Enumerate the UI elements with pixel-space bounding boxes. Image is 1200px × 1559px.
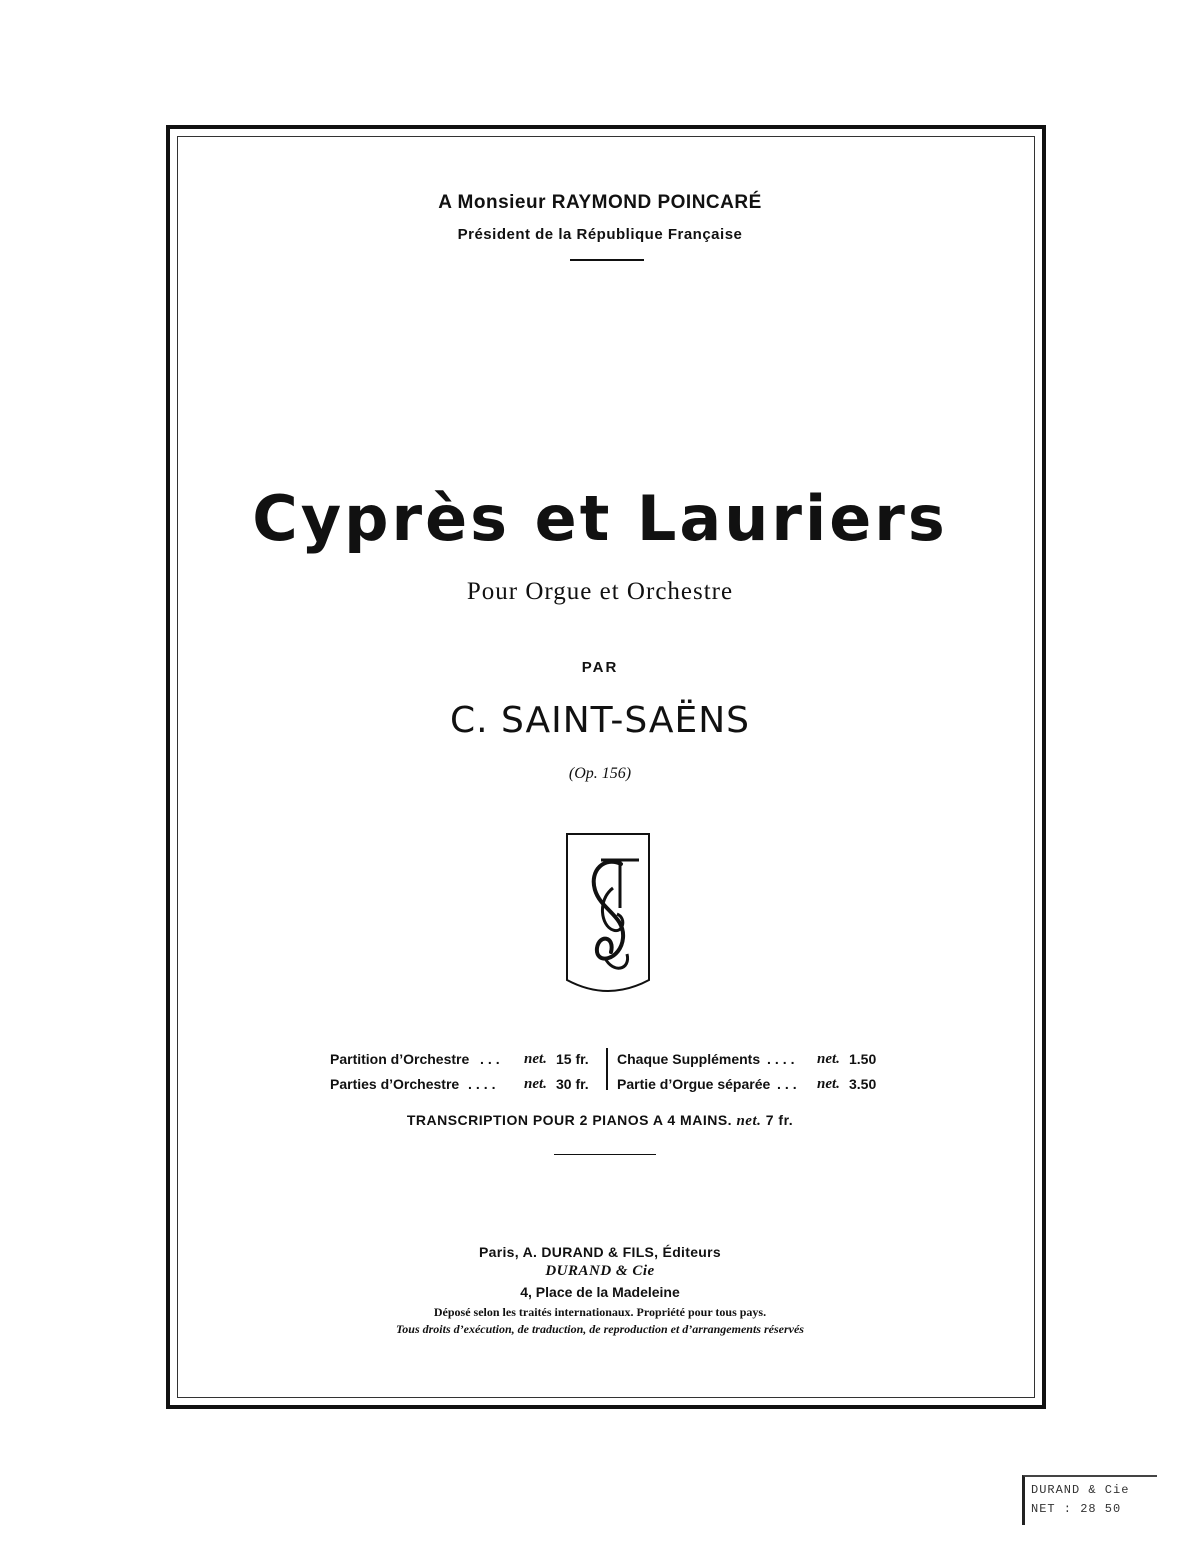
price-label: Partition d’Orchestre [330,1051,470,1067]
price-row-supplements [617,1051,887,1069]
publisher-address: 4, Place de la Madeleine [520,1284,680,1300]
stamp-publisher: DURAND & Cie [1031,1483,1130,1497]
cs-monogram-emblem-icon [561,830,655,998]
transcription-price: 7 fr. [765,1112,794,1128]
leader-dots: ... [480,1051,504,1067]
composer-name: C. SAINT-SAËNS [449,700,751,741]
subtitle: Pour Orgue et Orchestre [466,578,734,605]
publisher-imprint: DURAND & Cie [545,1263,655,1279]
price-value: 30 fr. [556,1076,589,1092]
net-label: net. [524,1051,547,1067]
price-row-parties [330,1076,600,1094]
top-divider-rule [570,259,644,261]
dedication-subline: Président de la République Française [457,226,743,243]
opus-number: (Op. 156) [568,765,632,782]
transcription-label: TRANSCRIPTION POUR 2 PIANOS A 4 MAINS. [406,1112,733,1128]
price-value: 3.50 [849,1076,877,1092]
price-label: Chaque Suppléments [617,1051,761,1067]
copyright-notice: Déposé selon les traités internationaux. Propriété pour tous pays. [433,1305,767,1319]
transcription-line [0,1112,1200,1130]
rights-notice: Tous droits d’exécution, de traduction, de reproduction et d’arrangements réservés [396,1322,804,1336]
page-title: Cyprès et Lauriers [252,482,948,555]
leader-dots: .... [767,1051,799,1067]
price-value: 1.50 [849,1051,877,1067]
price-label: Partie d’Orgue séparée [617,1076,771,1092]
price-stamp [1022,1475,1157,1525]
net-label: net. [524,1076,547,1092]
stamp-net-price: NET : 28 50 [1031,1502,1122,1516]
price-value: 15 fr. [556,1051,589,1067]
net-label: net. [817,1051,840,1067]
leader-dots: .... [468,1076,500,1092]
price-row-orgue [617,1076,887,1094]
leader-dots: ... [777,1076,801,1092]
price-label: Parties d’Orchestre [330,1076,460,1092]
net-label: net. [817,1076,840,1092]
dedication-line: A Monsieur RAYMOND POINCARÉ [438,192,762,213]
net-label: net. [736,1113,762,1129]
bottom-divider-rule [554,1154,656,1155]
publisher-line: Paris, A. DURAND & FILS, Éditeurs [479,1244,721,1260]
price-column-divider [606,1048,608,1090]
par-label: PAR [581,659,619,676]
price-row-partition [330,1051,600,1069]
